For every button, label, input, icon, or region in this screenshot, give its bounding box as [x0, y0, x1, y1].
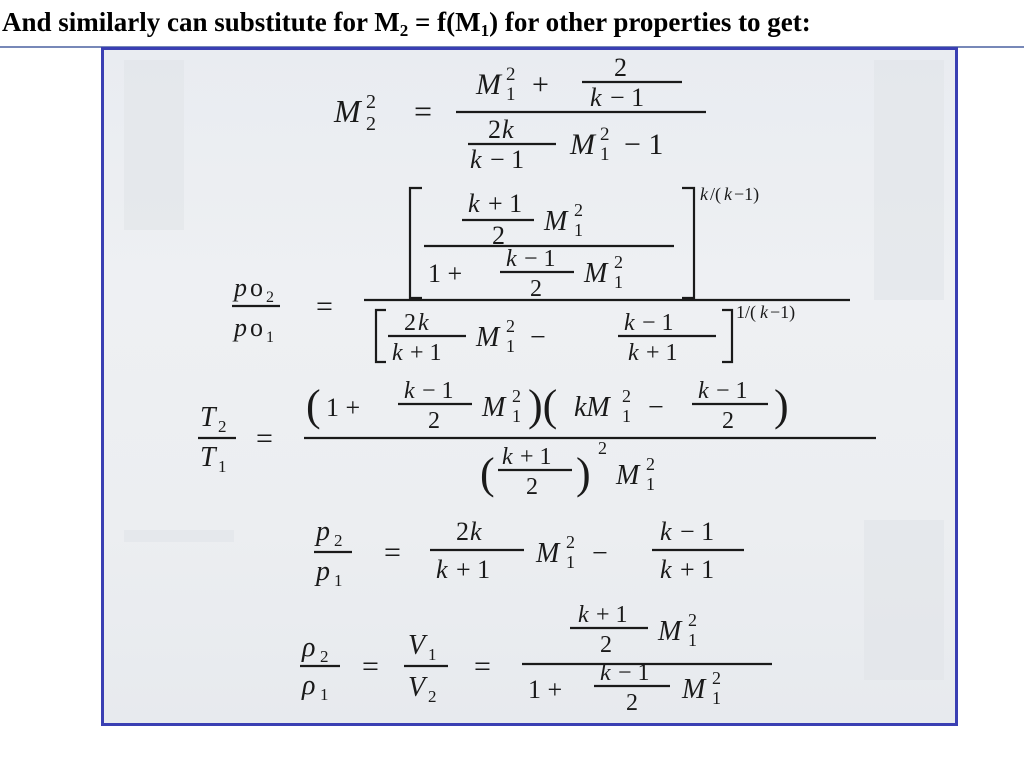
svg-text:2: 2: [320, 647, 329, 666]
svg-text:− 1: − 1: [422, 378, 454, 404]
heading-mid: = f(M: [408, 7, 481, 37]
svg-text:− 1: − 1: [624, 128, 664, 161]
svg-text:−1): −1): [770, 302, 796, 322]
svg-text:k: k: [436, 555, 448, 584]
svg-text:M: M: [536, 538, 560, 569]
svg-text:1: 1: [646, 474, 655, 494]
svg-text:ρ: ρ: [302, 670, 316, 701]
svg-text:− 1: − 1: [716, 378, 748, 404]
svg-text:2: 2: [334, 531, 343, 550]
heading-sub-2: 2: [399, 21, 409, 40]
svg-text:k: k: [470, 517, 482, 546]
svg-text:2: 2: [614, 252, 623, 272]
svg-text:− 1: − 1: [618, 660, 650, 686]
svg-text:M: M: [544, 206, 568, 237]
svg-text:(: (: [480, 449, 495, 498]
svg-text:1/(: 1/(: [736, 302, 756, 322]
svg-text:1: 1: [566, 552, 575, 572]
svg-text:k: k: [418, 310, 429, 336]
svg-text:k: k: [660, 517, 672, 546]
svg-text:2: 2: [218, 417, 227, 436]
svg-text:+ 1: + 1: [680, 555, 715, 584]
svg-text:k: k: [502, 115, 514, 144]
svg-text:2: 2: [530, 276, 542, 302]
svg-text:=: =: [384, 536, 401, 569]
svg-text:M: M: [658, 616, 682, 647]
svg-text:M: M: [682, 674, 706, 705]
svg-text:− 1: − 1: [610, 83, 645, 112]
svg-text:1: 1: [574, 220, 583, 240]
svg-text:): ): [576, 449, 591, 498]
svg-text:− 1: − 1: [490, 145, 525, 174]
svg-text:(: (: [306, 381, 321, 430]
equation-temperature-ratio: [198, 378, 876, 500]
svg-text:k: k: [698, 378, 709, 404]
svg-text:=: =: [256, 422, 273, 455]
svg-text:2: 2: [598, 438, 607, 458]
svg-text:=: =: [362, 650, 379, 683]
svg-text:2: 2: [266, 289, 274, 306]
svg-text:M: M: [476, 322, 500, 353]
svg-text:1: 1: [512, 406, 521, 426]
svg-text:−: −: [592, 538, 608, 569]
equations-svg: [104, 50, 955, 723]
svg-text:+ 1: + 1: [596, 602, 628, 628]
svg-text:2: 2: [626, 690, 638, 716]
svg-text:+ 1: + 1: [410, 340, 442, 366]
svg-text:o: o: [250, 273, 263, 302]
svg-text:M: M: [584, 258, 608, 289]
heading-prefix: And similarly can substitute for M: [2, 7, 400, 37]
svg-text:V: V: [408, 672, 426, 703]
svg-text:): ): [774, 381, 789, 430]
svg-text:1: 1: [688, 630, 697, 650]
svg-text:2: 2: [488, 115, 501, 144]
svg-text:1 +: 1 +: [326, 393, 361, 422]
svg-text:2: 2: [600, 124, 610, 145]
svg-text:2: 2: [646, 454, 655, 474]
svg-text:k: k: [624, 310, 635, 336]
svg-text:k: k: [760, 302, 768, 322]
svg-text:2: 2: [614, 53, 627, 82]
svg-text:1: 1: [506, 336, 515, 356]
svg-text:2: 2: [722, 408, 734, 434]
svg-text:1: 1: [506, 84, 516, 105]
svg-text:2: 2: [366, 91, 376, 113]
svg-text:1: 1: [334, 571, 343, 590]
svg-text:2: 2: [566, 532, 575, 552]
svg-text:1: 1: [266, 329, 274, 346]
svg-text:2: 2: [712, 668, 721, 688]
heading-suffix: ) for other properties to get:: [489, 7, 811, 37]
svg-text:2: 2: [688, 610, 697, 630]
equation-pressure-ratio: [314, 516, 744, 590]
equation-stagnation-pressure-ratio: [232, 184, 850, 366]
svg-text:1: 1: [614, 272, 623, 292]
svg-text:=: =: [474, 650, 491, 683]
svg-text:k: k: [628, 340, 639, 366]
svg-text:V: V: [408, 630, 426, 661]
svg-text:k: k: [600, 660, 611, 686]
svg-text:M: M: [334, 93, 361, 129]
svg-text:k: k: [392, 340, 403, 366]
svg-text:−: −: [648, 392, 664, 423]
svg-text:1: 1: [600, 144, 610, 165]
svg-text:2: 2: [456, 517, 469, 546]
equation-density-ratio: [300, 602, 772, 716]
svg-text:1 +: 1 +: [428, 259, 463, 288]
svg-text:T: T: [200, 442, 216, 473]
svg-text:2: 2: [506, 64, 516, 85]
svg-text:k: k: [502, 444, 513, 470]
svg-text:ρ: ρ: [302, 632, 316, 663]
svg-text:k: k: [506, 246, 517, 272]
equations-image: [101, 47, 958, 726]
svg-text:2: 2: [428, 687, 437, 706]
svg-text:−1): −1): [734, 184, 760, 204]
svg-text:1: 1: [320, 685, 329, 704]
svg-text:1: 1: [218, 457, 227, 476]
svg-text:+ 1: + 1: [488, 189, 523, 218]
svg-text:2: 2: [404, 310, 416, 336]
svg-text:1: 1: [428, 645, 437, 664]
svg-text:M: M: [476, 68, 501, 101]
svg-text:−: −: [530, 322, 546, 353]
equation-mach-relation: [333, 53, 706, 174]
svg-text:o: o: [250, 313, 263, 342]
svg-text:2: 2: [526, 474, 538, 500]
svg-text:M: M: [482, 392, 506, 423]
svg-text:− 1: − 1: [642, 310, 674, 336]
heading-sub-1: 1: [480, 21, 490, 40]
svg-text:1: 1: [622, 406, 631, 426]
svg-text:− 1: − 1: [524, 246, 556, 272]
svg-text:/(: /(: [710, 184, 721, 204]
svg-text:k: k: [590, 83, 602, 112]
svg-text:2: 2: [428, 408, 440, 434]
svg-text:+ 1: + 1: [456, 555, 491, 584]
svg-text:2: 2: [506, 316, 515, 336]
svg-text:+: +: [532, 68, 549, 101]
svg-text:kM: kM: [574, 392, 610, 423]
svg-text:2: 2: [574, 200, 583, 220]
svg-text:=: =: [414, 93, 433, 129]
svg-text:k: k: [468, 189, 480, 218]
svg-text:1 +: 1 +: [528, 675, 563, 704]
svg-text:p: p: [234, 273, 247, 302]
svg-text:k: k: [578, 602, 589, 628]
svg-text:p: p: [316, 556, 330, 587]
svg-text:k: k: [404, 378, 415, 404]
svg-text:2: 2: [366, 113, 376, 135]
svg-text:M: M: [616, 460, 640, 491]
svg-text:− 1: − 1: [680, 517, 715, 546]
svg-text:T: T: [200, 402, 216, 433]
svg-text:k: k: [700, 184, 708, 204]
svg-text:M: M: [570, 128, 595, 161]
svg-text:2: 2: [492, 221, 505, 250]
svg-text:2: 2: [622, 386, 631, 406]
svg-text:)(: )(: [528, 381, 558, 430]
svg-text:2: 2: [600, 632, 612, 658]
slide-heading: [0, 0, 1024, 44]
svg-text:k: k: [660, 555, 672, 584]
svg-text:2: 2: [512, 386, 521, 406]
svg-text:p: p: [316, 516, 330, 547]
svg-text:+ 1: + 1: [646, 340, 678, 366]
svg-text:k: k: [470, 145, 482, 174]
svg-text:1: 1: [712, 688, 721, 708]
svg-text:p: p: [234, 313, 247, 342]
svg-text:k: k: [724, 184, 732, 204]
svg-text:+ 1: + 1: [520, 444, 552, 470]
svg-text:=: =: [316, 290, 333, 323]
